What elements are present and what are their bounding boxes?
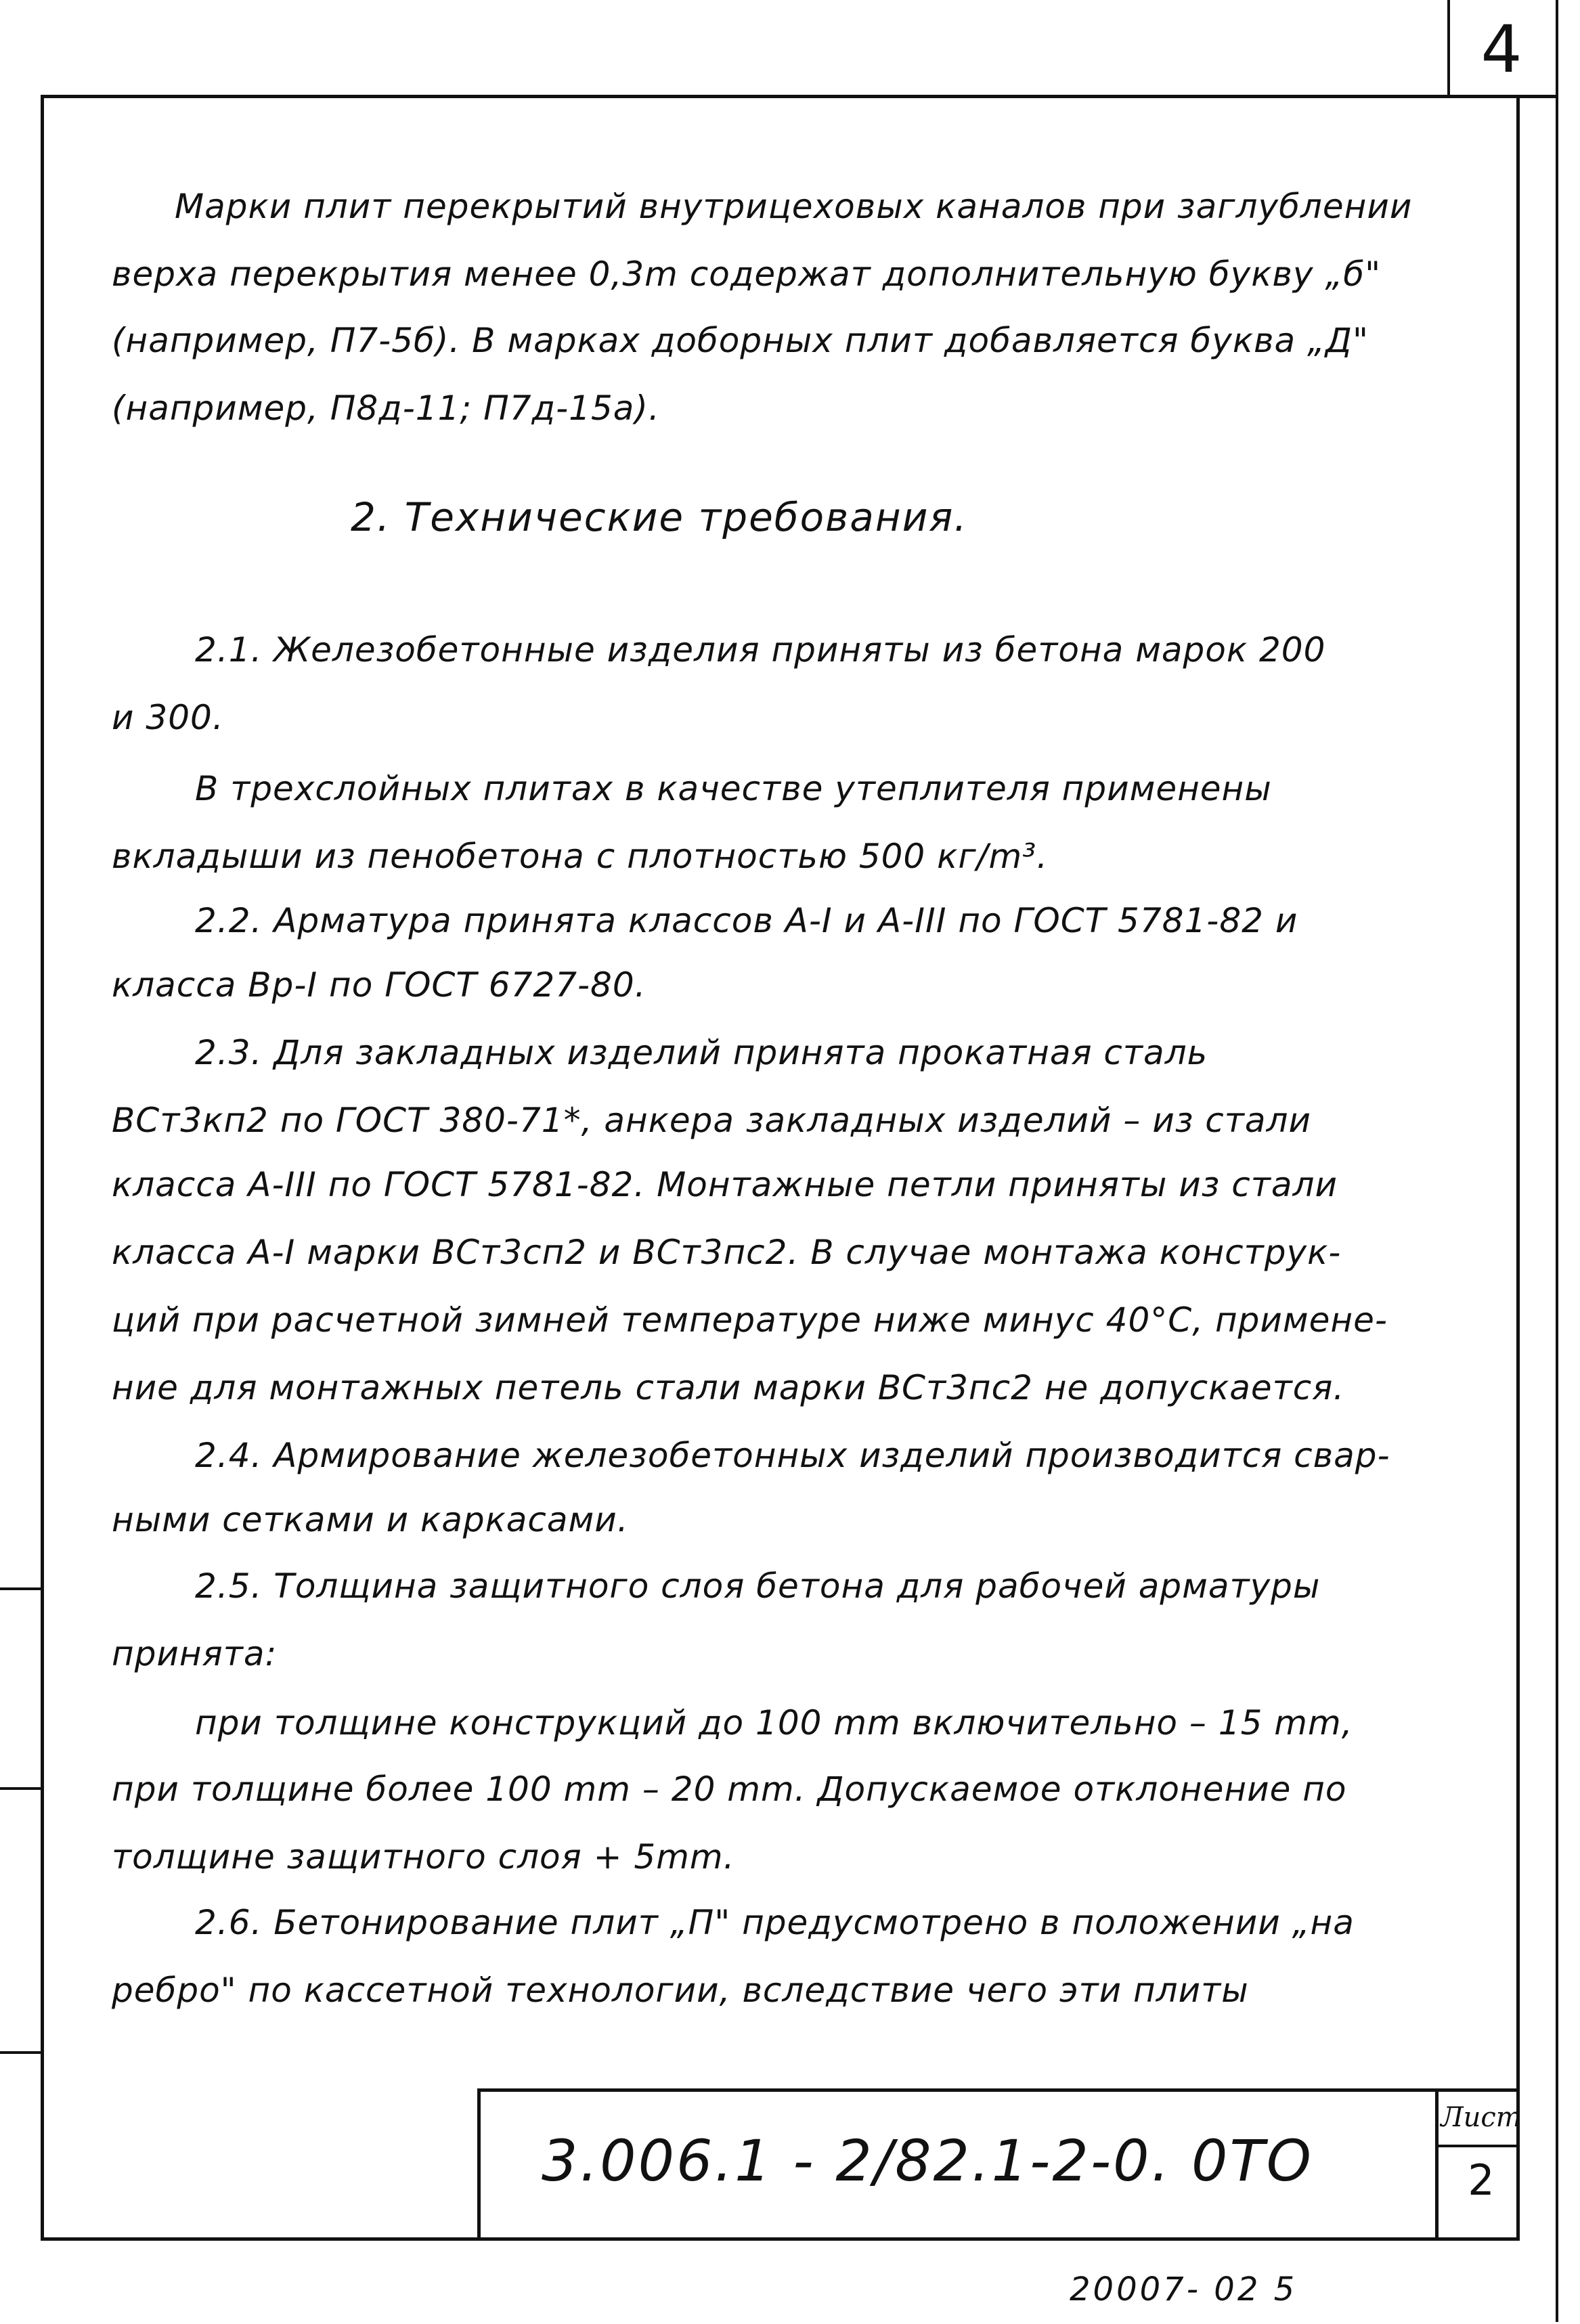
title-block-top <box>477 2088 1520 2092</box>
intro-line: верха перекрытия менее 0,3m содержат дополнительную букву „б" <box>112 255 1382 294</box>
body-line: при толщине более 100 mm – 20 mm. Допускаемое отклонение по <box>112 1770 1347 1809</box>
intro-line: (например, П8д-11; П7д-15а). <box>112 389 660 428</box>
body-line: класса А-III по ГОСТ 5781-82. Монтажные петли приняты из стали <box>112 1165 1338 1204</box>
body-line: ций при расчетной зимней температуре ниже минус 40°С, примене- <box>112 1300 1388 1340</box>
sheet-label: Лист <box>1441 2102 1522 2133</box>
body-line: ВСт3кп2 по ГОСТ 380-71*, анкера закладных изделий – из стали <box>112 1101 1312 1140</box>
title-block-left <box>477 2088 481 2241</box>
body-line: и 300. <box>112 698 224 737</box>
archive-number: 20007- 02 5 <box>1070 2271 1298 2308</box>
intro-line: (например, П7-5б). В марках доборных плит добавляется буква „Д" <box>112 321 1369 360</box>
body-line: 2.6. Бетонирование плит „П" предусмотрено в положении „на <box>195 1903 1355 1942</box>
body-line: ние для монтажных петель стали марки ВСт3пс2 не допускается. <box>112 1368 1345 1407</box>
body-line: ными сетками и каркасами. <box>112 1500 629 1539</box>
body-line: 2.2. Арматура принята классов А-I и А-III по ГОСТ 5781-82 и <box>195 901 1298 940</box>
frame-bottom-border <box>41 2237 1520 2241</box>
body-line: ребро" по кассетной технологии, вследствие чего эти плиты <box>112 1971 1249 2010</box>
body-line: В трехслойных плитах в качестве утеплителя применены <box>195 769 1272 808</box>
margin-tick <box>0 1787 42 1790</box>
page-number-box-left <box>1447 0 1450 96</box>
frame-top-border <box>41 95 1557 98</box>
outer-right-edge <box>1556 0 1558 2322</box>
body-line: 2.1. Железобетонные изделия приняты из бетона марок 200 <box>195 630 1326 670</box>
body-line: толщине защитного слоя + 5mm. <box>112 1837 735 1877</box>
body-line: 2.5. Толщина защитного слоя бетона для рабочей арматуры <box>195 1566 1321 1606</box>
margin-tick <box>0 1587 42 1590</box>
margin-tick <box>0 2051 42 2054</box>
body-line: 2.3. Для закладных изделий принята прокатная сталь <box>195 1033 1208 1072</box>
sheet-cell-divider <box>1435 2145 1520 2147</box>
body-line: при толщине конструкций до 100 mm включительно – 15 mm, <box>195 1703 1353 1742</box>
frame-left-border <box>41 95 44 2241</box>
body-line: класса А-I марки ВСт3сп2 и ВСт3пс2. В случае монтажа конструк- <box>112 1233 1342 1272</box>
body-line: 2.4. Армирование железобетонных изделий производится свар- <box>195 1436 1390 1475</box>
page-number: 4 <box>1480 12 1522 87</box>
sheet-cell-left <box>1435 2088 1439 2241</box>
body-line: вкладыши из пенобетона с плотностью 500 кг/m³. <box>112 837 1049 876</box>
sheet-number: 2 <box>1468 2155 1495 2205</box>
body-line: класса Вр-I по ГОСТ 6727-80. <box>112 965 646 1005</box>
frame-right-border <box>1516 95 1520 2241</box>
document-code: 3.006.1 - 2/82.1-2-0. 0ТО <box>542 2128 1313 2194</box>
section-heading: 2. Технические требования. <box>351 494 968 540</box>
body-line: принята: <box>112 1634 278 1673</box>
intro-line: Марки плит перекрытий внутрицеховых каналов при заглублении <box>175 187 1413 226</box>
